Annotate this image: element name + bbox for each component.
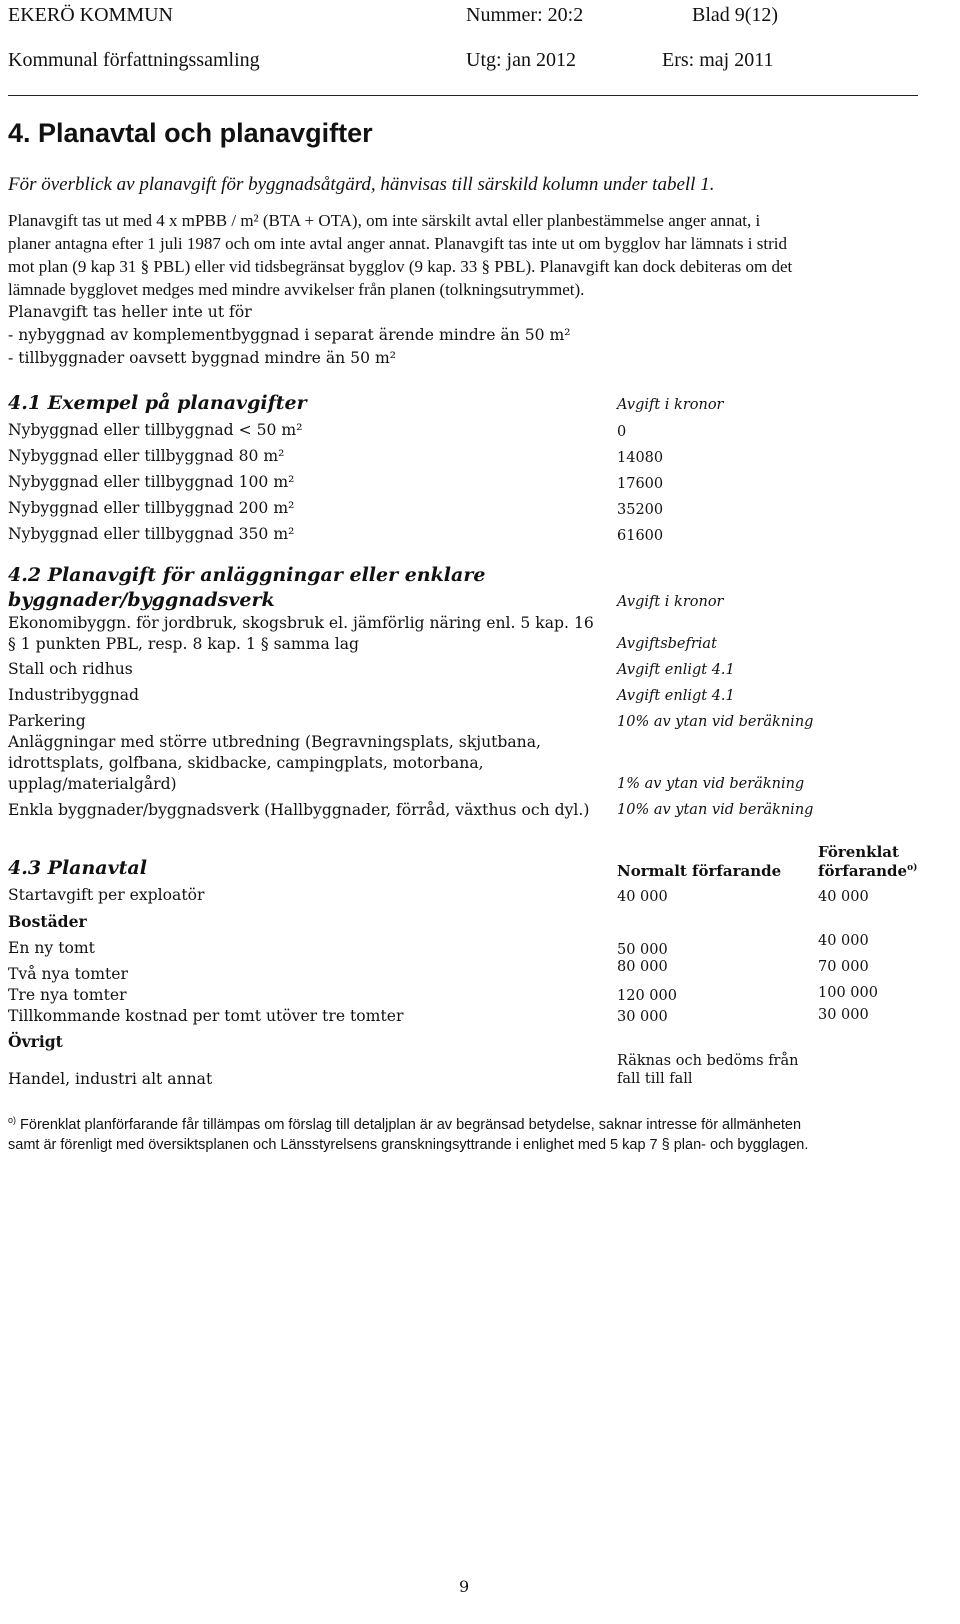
table-row-value-simplified: 30 000 [818,1007,869,1023]
footnote-line: samt är förenligt med översiktsplanen och Länsstyrelsens granskningsyttrande i enlighet med 5 kap 7 § plan- och bygglagen. [8,1136,809,1153]
footnote [8,1110,928,1155]
column-simplified-label: Förenklat [818,843,899,861]
other-heading: Övrigt [8,1032,63,1051]
table-row-value: 10% av ytan vid beräkning [617,714,814,730]
header-divider [8,95,918,96]
table-row-value-simplified: 40 000 [818,933,869,949]
footnote-marker: o) [8,1115,17,1125]
collection-name: Kommunal författningssamling [8,49,260,71]
table-row-label: Ekonomibyggn. för jordbruk, skogsbruk el. jämförlig näring enl. 5 kap. 16 [8,614,594,632]
planavgift-paragraph [8,209,928,301]
column-normal-label: Normalt förfarande [617,862,782,880]
table-row-label: Enkla byggnader/byggnadsverk (Hallbyggnader, förråd, växthus och dyl.) [8,801,590,819]
table-row-value: Avgiftsbefriat [617,636,717,652]
table-row-value: Avgift enligt 4.1 [617,662,735,678]
table-row-value-normal: 40 000 [617,889,668,905]
table-row-value-normal: 50 000 [617,942,668,958]
paragraph-line: Planavgift tas ut med 4 x mPBB / m² (BTA + OTA), om inte särskilt avtal eller planbestämmelse anger annat, i [8,211,761,230]
paragraph-line: mot plan (9 kap 31 § PBL) eller vid tidsbegränsat bygglov (9 kap. 33 § PBL). Planavgift kan dock debiteras om det [8,257,793,276]
table-row-label: Tillkommande kostnad per tomt utöver tre tomter [8,1007,404,1025]
replaces-date: Ers: maj 2011 [662,49,774,71]
intro-text: För överblick av planavgift för byggnadsåtgärd, hänvisas till särskild kolumn under tabell 1. [8,174,715,195]
table-row-label: Handel, industri alt annat [8,1070,213,1088]
table-row-value: Avgift enligt 4.1 [617,688,735,704]
table-row-label: Tre nya tomter [8,986,127,1004]
table-row-label-cont: § 1 punkten PBL, resp. 8 kap. 1 § samma lag [8,635,359,653]
table-row-label: Nybyggnad eller tillbyggnad 200 m² [8,499,295,517]
footnote-text: Förenklat planförfarande får tillämpas om förslag till detaljplan är av begränsad betydelse, saknar intresse för allmänheten [20,1116,802,1133]
exemptions-paragraph [8,301,928,370]
table-row-label: En ny tomt [8,939,95,957]
table-row-label-cont: upplag/materialgård) [8,775,177,793]
table-row-label: Två nya tomter [8,965,128,983]
column-simplified-text: förfarande [818,862,908,880]
table-row-value: 1% av ytan vid beräkning [617,776,805,792]
section-4-2-title: 4.2 Planavgift för anläggningar eller enklare [8,564,486,586]
table-row-label: Parkering [8,712,86,730]
table-row-label-cont: idrottsplats, golfbana, skidbacke, campingplats, motorbana, [8,754,484,772]
document-number: Nummer: 20:2 [466,4,584,26]
table-row-label: Startavgift per exploatör [8,886,205,904]
table-row-value-normal: Räknas och bedöms från [617,1053,799,1069]
page-number: 9 [459,1577,470,1596]
paragraph-line: - tillbyggnader oavsett byggnad mindre än 50 m² [8,349,396,367]
table-row-value-simplified: 70 000 [818,959,869,975]
table-row-label: Nybyggnad eller tillbyggnad < 50 m² [8,421,303,439]
table-row-value: 35200 [617,502,664,518]
sheet-number: Blad 9(12) [692,4,779,26]
table-row-label: Industribyggnad [8,686,140,704]
table-row-label: Nybyggnad eller tillbyggnad 100 m² [8,473,295,491]
table-row-value: 14080 [617,450,664,466]
section-4-3-title: 4.3 Planavtal [8,857,147,879]
issued-date: Utg: jan 2012 [466,49,576,71]
footnote-line [8,1110,928,1135]
paragraph-line: - nybyggnad av komplementbyggnad i separat ärende mindre än 50 m² [8,326,571,344]
table-row-value-simplified: 40 000 [818,889,869,905]
table-row-value: 17600 [617,476,664,492]
housing-heading: Bostäder [8,912,87,931]
table-row-value-normal: 120 000 [617,988,677,1004]
table-row-value-normal-cont: fall till fall [617,1071,693,1087]
footnote-marker: o) [907,863,918,873]
table-row-label: Anläggningar med större utbredning (Begravningsplats, skjutbana, [8,733,541,751]
table-row-value: 10% av ytan vid beräkning [617,802,814,818]
paragraph-line: Planavgift tas heller inte ut för [8,303,252,321]
table-row-label: Nybyggnad eller tillbyggnad 350 m² [8,525,295,543]
section-4-2-title-cont: byggnader/byggnadsverk [8,589,275,611]
section-4-1-title: 4.1 Exempel på planavgifter [8,392,307,414]
table-row-value-normal: 80 000 [617,959,668,975]
table-row-label: Nybyggnad eller tillbyggnad 80 m² [8,447,285,465]
column-simplified-label-cont [818,862,917,880]
org-name: EKERÖ KOMMUN [8,4,173,26]
table-row-value: 61600 [617,528,664,544]
section-title: 4. Planavtal och planavgifter [8,118,373,148]
paragraph-line: planer antagna efter 1 juli 1987 och om inte avtal anger annat. Planavgift tas inte ut om bygglov har lämnats i strid [8,234,787,253]
table-row-value-normal: 30 000 [617,1009,668,1025]
column-label: Avgift i kronor [617,594,724,610]
table-row-value: 0 [617,424,627,440]
column-label: Avgift i kronor [617,397,724,413]
table-row-value-simplified: 100 000 [818,985,878,1001]
table-row-label: Stall och ridhus [8,660,133,678]
paragraph-line: lämnade bygglovet medges med mindre avvikelser från planen (tolkningsutrymmet). [8,280,585,299]
